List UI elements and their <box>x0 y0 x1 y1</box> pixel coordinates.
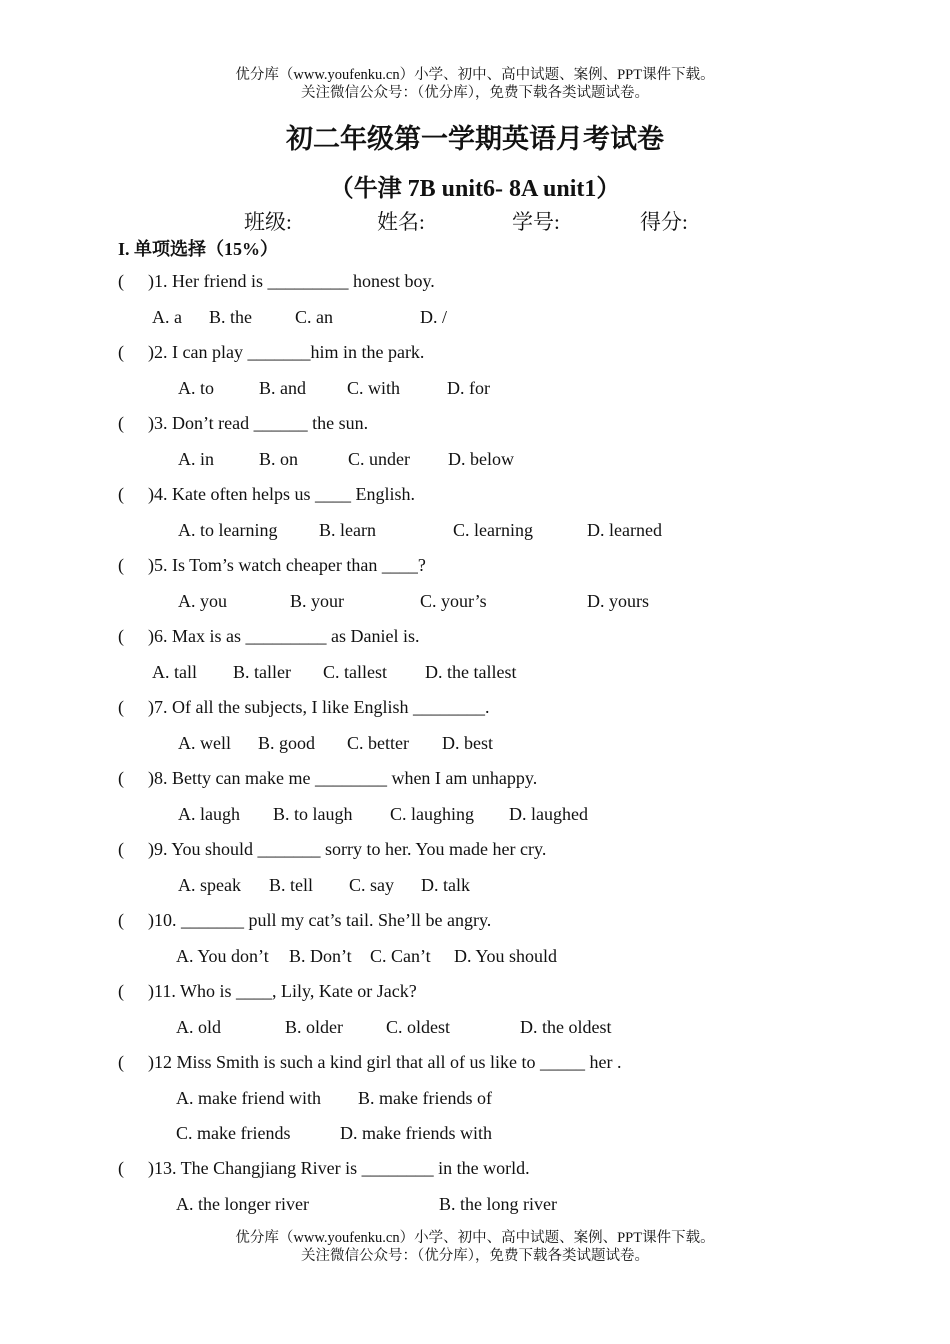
option: D. talk <box>421 875 470 895</box>
option: C. under <box>348 449 410 469</box>
question-paren: ( <box>118 413 124 433</box>
class-label: 班级: <box>244 210 292 234</box>
option: C. make friends <box>176 1123 291 1143</box>
question-2: )2. I can play _______him in the park. <box>148 342 425 362</box>
question-paren: ( <box>118 342 124 362</box>
question-paren: ( <box>118 981 124 1001</box>
option: A. a <box>152 307 182 327</box>
option: B. taller <box>233 662 291 682</box>
score-label: 得分: <box>640 210 688 234</box>
option: B. the long river <box>439 1194 557 1214</box>
option: C. laughing <box>390 804 474 824</box>
option: D. the oldest <box>520 1017 612 1037</box>
option: D. / <box>420 307 447 327</box>
option: B. to laugh <box>273 804 353 824</box>
option: A. make friend with <box>176 1088 321 1108</box>
question-paren: ( <box>118 555 124 575</box>
option: D. You should <box>454 946 558 966</box>
option: B. your <box>290 591 344 611</box>
option: A. speak <box>178 875 241 895</box>
question-6: )6. Max is as _________ as Daniel is. <box>148 626 420 646</box>
option: B. Don’t <box>289 946 352 966</box>
option: B. and <box>259 378 306 398</box>
page-subtitle: （牛津 7B unit6- 8A unit1） <box>329 176 621 202</box>
question-1: )1. Her friend is _________ honest boy. <box>148 271 435 291</box>
option: B. on <box>259 449 299 469</box>
question-5: )5. Is Tom’s watch cheaper than ____? <box>148 555 426 575</box>
question-paren: ( <box>118 626 124 646</box>
question-9: )9. You should _______ sorry to her. You made her cry. <box>148 839 547 859</box>
option: C. oldest <box>386 1017 451 1037</box>
page-title: 初二年级第一学期英语月考试卷 <box>286 124 664 154</box>
question-11: )11. Who is ____, Lily, Kate or Jack? <box>148 981 417 1001</box>
option: C. with <box>347 378 401 398</box>
option: A. the longer river <box>176 1194 309 1214</box>
question-10: )10. _______ pull my cat’s tail. She’ll be angry. <box>148 910 492 930</box>
option: D. best <box>442 733 493 753</box>
option: D. the tallest <box>425 662 517 682</box>
option: A. in <box>178 449 214 469</box>
question-paren: ( <box>118 1052 124 1072</box>
option: A. to learning <box>178 520 278 540</box>
question-paren: ( <box>118 839 124 859</box>
question-13: )13. The Changjiang River is ________ in the world. <box>148 1158 530 1178</box>
question-paren: ( <box>118 484 124 504</box>
option: C. better <box>347 733 409 753</box>
option: A. tall <box>152 662 197 682</box>
footer-line-1: 优分库（www.youfenku.cn）小学、初中、高中试题、案例、PPT课件下载。 <box>235 1230 715 1246</box>
question-8: )8. Betty can make me ________ when I am unhappy. <box>148 768 538 788</box>
option: D. laughed <box>509 804 588 824</box>
option: C. say <box>349 875 394 895</box>
option: D. below <box>448 449 514 469</box>
question-paren: ( <box>118 768 124 788</box>
question-paren: ( <box>118 697 124 717</box>
number-label: 学号: <box>512 210 560 234</box>
option: B. good <box>258 733 316 753</box>
option: A. to <box>178 378 214 398</box>
question-paren: ( <box>118 271 124 291</box>
option: B. the <box>209 307 252 327</box>
option: B. tell <box>269 875 313 895</box>
option: D. learned <box>587 520 662 540</box>
option: C. tallest <box>323 662 387 682</box>
option: D. make friends with <box>340 1123 492 1143</box>
option: B. learn <box>319 520 376 540</box>
option: C. learning <box>453 520 533 540</box>
footer-line-2: 关注微信公众号：（优分库），免费下载各类试题试卷。 <box>301 1248 649 1264</box>
header-line-2: 关注微信公众号：（优分库），免费下载各类试题试卷。 <box>301 85 649 101</box>
option: A. You don’t <box>176 946 269 966</box>
question-4: )4. Kate often helps us ____ English. <box>148 484 415 504</box>
option: A. well <box>178 733 231 753</box>
question-12: )12 Miss Smith is such a kind girl that all of us like to _____ her . <box>148 1052 622 1072</box>
option: B. make friends of <box>358 1088 492 1108</box>
question-7: )7. Of all the subjects, I like English ________. <box>148 697 490 717</box>
option: A. you <box>178 591 227 611</box>
option: A. old <box>176 1017 221 1037</box>
option: C. an <box>295 307 333 327</box>
question-paren: ( <box>118 910 124 930</box>
name-label: 姓名: <box>377 210 425 234</box>
option: D. for <box>447 378 490 398</box>
option: B. older <box>285 1017 343 1037</box>
question-paren: ( <box>118 1158 124 1178</box>
option: A. laugh <box>178 804 240 824</box>
option: C. Can’t <box>370 946 431 966</box>
option: C. your’s <box>420 591 487 611</box>
section-heading: I. 单项选择（15%） <box>118 239 279 259</box>
question-3: )3. Don’t read ______ the sun. <box>148 413 369 433</box>
option: D. yours <box>587 591 649 611</box>
header-line-1: 优分库（www.youfenku.cn）小学、初中、高中试题、案例、PPT课件下载。 <box>235 67 715 83</box>
